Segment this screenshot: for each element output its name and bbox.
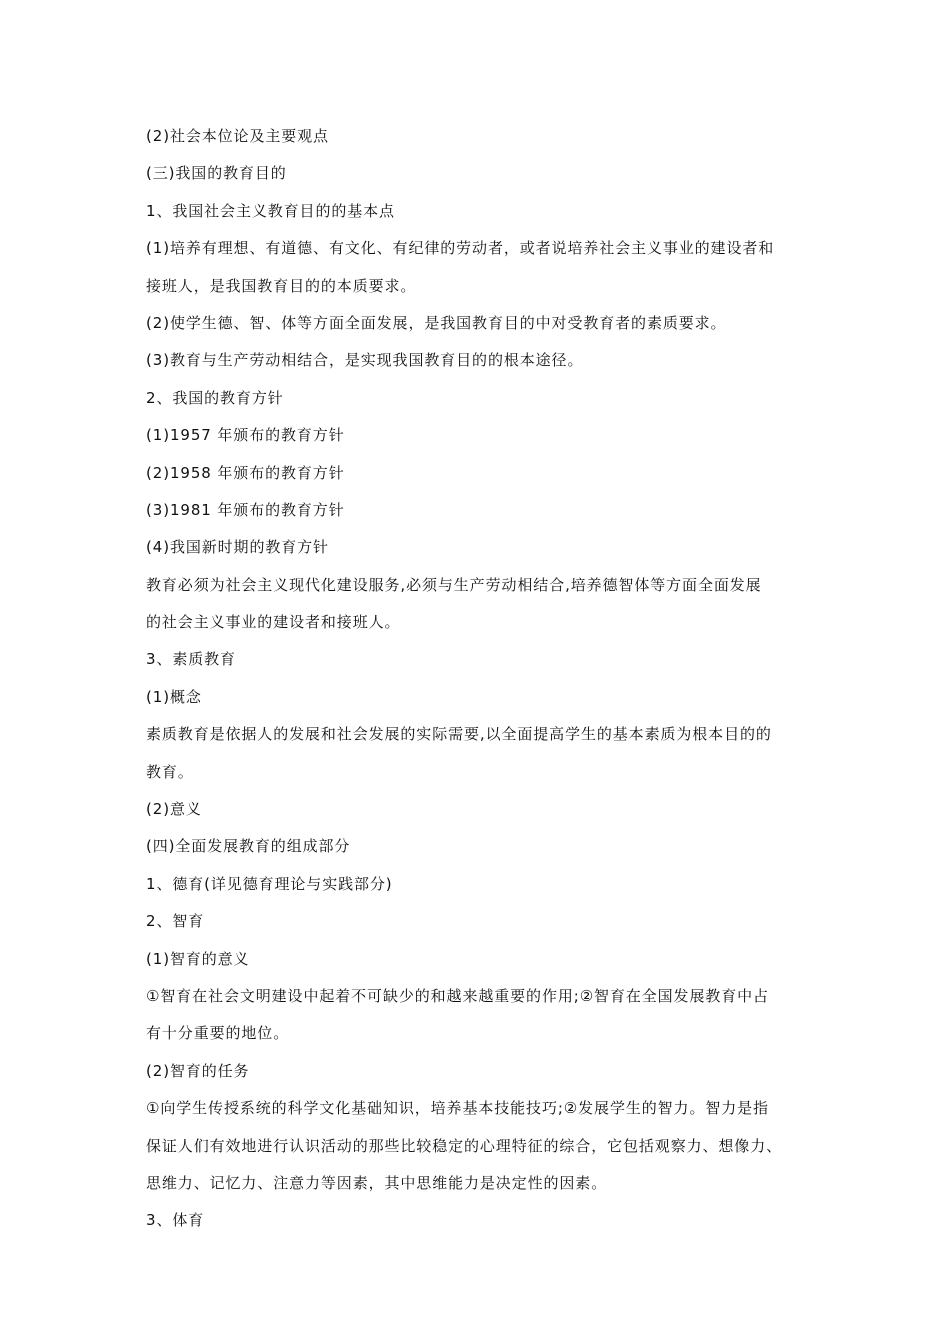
subheading-intellectual-education: 2、智育 [146,912,205,931]
list-item: (2)智育的任务 [146,1061,250,1080]
document-body [146,118,810,1240]
paragraph-line: 教育必须为社会主义现代化建设服务,必须与生产劳动相结合,培养德智体等方面全面发展 [146,575,762,594]
paragraph-line: ①向学生传授系统的科学文化基础知识，培养基本技能技巧;②发展学生的智力。智力是指 [146,1099,769,1118]
section-heading-education-aims: (三)我国的教育目的 [146,164,287,183]
paragraph-line: ①智育在社会文明建设中起着不可缺少的和越来越重要的作用;②智育在全国发展教育中占 [146,986,769,1005]
subheading-basic-points: 1、我国社会主义教育目的的基本点 [146,201,395,220]
paragraph-line: (2)使学生德、智、体等方面全面发展，是我国教育目的中对受教育者的素质要求。 [146,313,727,332]
paragraph-line: 接班人，是我国教育目的的本质要求。 [146,276,417,295]
list-item: (1)智育的意义 [146,949,250,968]
paragraph-line: 保证人们有效地进行认识活动的那些比较稳定的心理特征的综合，它包括观察力、想像力、 [146,1136,783,1155]
subheading-quality-education: 3、素质教育 [146,650,236,669]
paragraph-line: (3)教育与生产劳动相结合，是实现我国教育目的的根本途径。 [146,351,584,370]
subheading-physical-education: 3、体育 [146,1211,205,1230]
list-item: (4)我国新时期的教育方针 [146,538,329,557]
list-item: (1)概念 [146,687,202,706]
paragraph-line: (1)培养有理想、有道德、有文化、有纪律的劳动者，或者说培养社会主义事业的建设者和 [146,239,775,258]
list-item: (2)意义 [146,800,202,819]
list-item: (3)1981 年颁布的教育方针 [146,500,345,519]
subheading-education-policy: 2、我国的教育方针 [146,388,284,407]
paragraph-line: 有十分重要的地位。 [146,1024,290,1043]
paragraph-line: 的社会主义事业的建设者和接班人。 [146,613,401,632]
subheading-social-standard-theory: (2)社会本位论及主要观点 [146,127,329,145]
section-heading-all-round-development: (四)全面发展教育的组成部分 [146,837,351,856]
list-item: (2)1958 年颁布的教育方针 [146,463,345,482]
paragraph-line: 素质教育是依据人的发展和社会发展的实际需要,以全面提高学生的基本素质为根本目的的 [146,725,772,744]
paragraph-line: 教育。 [146,762,194,781]
subheading-moral-education: 1、德育(详见德育理论与实践部分) [146,874,393,893]
list-item: (1)1957 年颁布的教育方针 [146,426,345,445]
paragraph-line: 思维力、记忆力、注意力等因素，其中思维能力是决定性的因素。 [146,1173,608,1192]
